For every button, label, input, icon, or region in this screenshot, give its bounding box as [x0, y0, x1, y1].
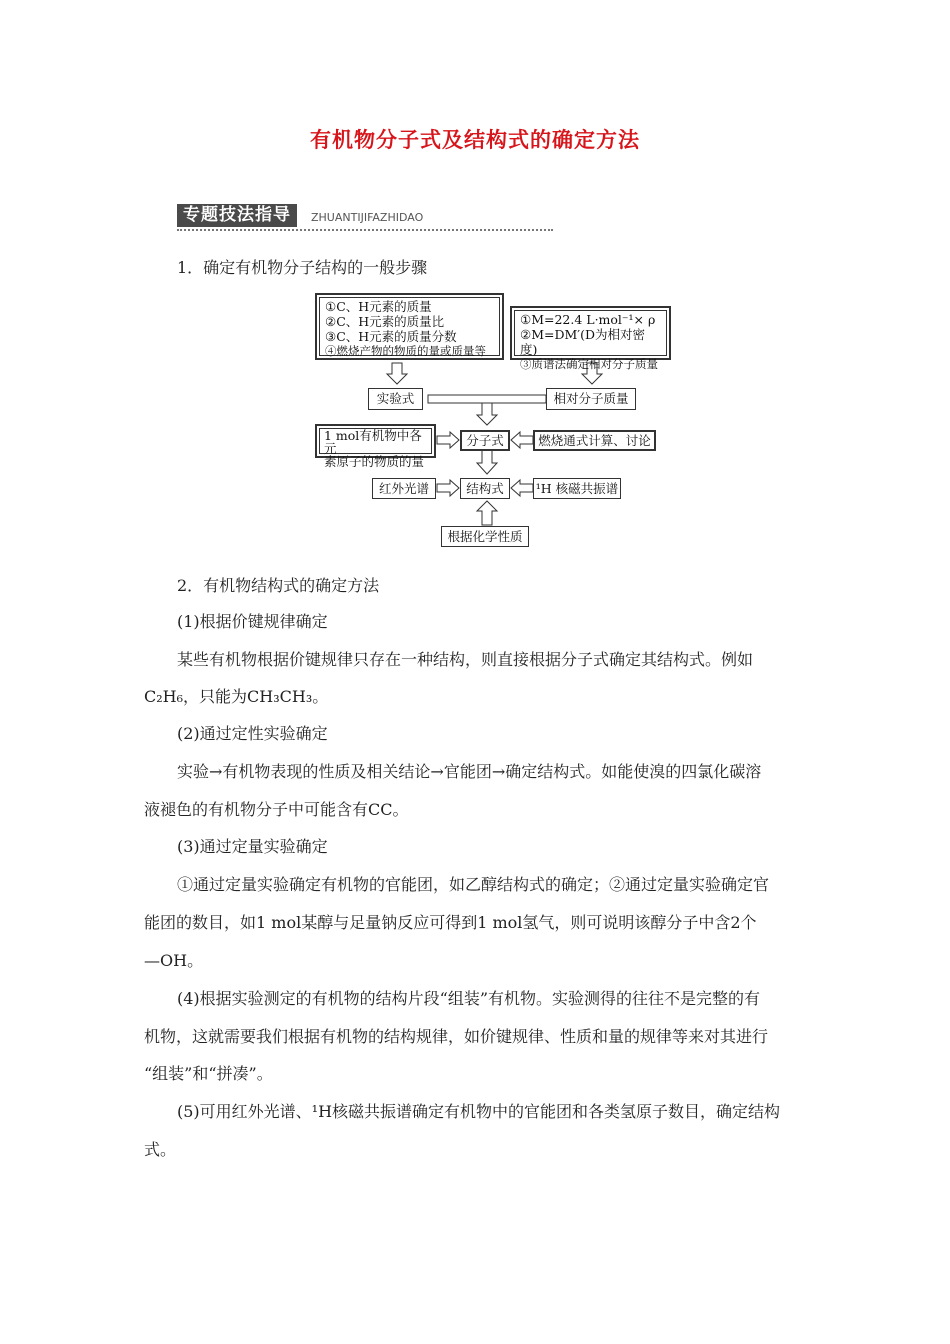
molar-line-2: ②M=DM′(D为相对密度) [520, 327, 646, 357]
method-2-text-2: 液褪色的有机物分子中可能含有CC。 [144, 800, 409, 819]
structural-formula-box: 结构式 [460, 478, 510, 499]
method-3-text-2: 能团的数目，如1 mol某醇与足量钠反应可得到1 mol氢气，则可说明该醇分子中含2个 [144, 913, 757, 932]
one-mol-box [315, 424, 436, 469]
molecular-formula-box: 分子式 [460, 430, 510, 451]
method-3-heading: (3)通过定量实验确定 [177, 837, 328, 856]
method-1-text-2: C₂H₆，只能为CH₃CH₃。 [144, 687, 329, 706]
arrow-right-to-structural-formula [437, 480, 459, 496]
relative-mass-box: 相对分子质量 [546, 388, 636, 410]
one-mol-line-2: 素原子的物质的量 [324, 454, 425, 469]
method-4-text-1: (4)根据实验测定的有机物的结构片段“组装”有机物。实验测得的往往不是完整的有 [177, 989, 761, 1008]
mass-info-box [315, 293, 504, 360]
chemical-properties-box: 根据化学性质 [441, 526, 529, 547]
arrow-down-to-experimental-formula [387, 363, 407, 384]
molar-line-1: ①M=22.4 L·mol⁻¹× ρ [520, 312, 656, 327]
mass-line-2: ②C、H元素的质量比 [325, 314, 445, 329]
method-4-text-2: 机物，这就需要我们根据有机物的结构规律，如价键规律、性质和量的规律等来对其进行 [144, 1027, 769, 1046]
one-mol-line-1: 1 mol有机物中各元 [324, 428, 422, 456]
arrow-down-to-structural-formula [477, 450, 497, 474]
method-2-text-1: 实验→有机物表现的性质及相关结论→官能团→确定结构式。如能使溴的四氯化碳溶 [177, 762, 762, 781]
nmr-box: ¹H 核磁共振谱 [533, 478, 621, 499]
method-4-text-3: “组装”和“拼凑”。 [144, 1064, 273, 1083]
arrow-right-to-molecular-formula [437, 432, 459, 448]
method-5-text-1: (5)可用红外光谱、¹H核磁共振谱确定有机物中的官能团和各类氢原子数目，确定结构 [177, 1102, 781, 1121]
method-2-heading: (2)通过定性实验确定 [177, 724, 328, 743]
method-1-text-1: 某些有机物根据价键规律只存在一种结构，则直接根据分子式确定其结构式。例如 [177, 650, 754, 669]
method-5-text-2: 式。 [144, 1140, 177, 1159]
arrow-down-to-molecular-formula [477, 403, 497, 425]
infrared-box: 红外光谱 [372, 478, 436, 499]
diagram-arrows [0, 0, 950, 560]
banner-subtitle: ZHUANTIJIFAZHIDAO [311, 211, 424, 224]
mass-line-1: ①C、H元素的质量 [325, 299, 432, 314]
section1-heading: 1．确定有机物分子结构的一般步骤 [177, 258, 428, 277]
mass-line-4: ④燃烧产物的物质的量或质量等 [325, 344, 486, 358]
arrow-left-to-structural-formula [511, 480, 533, 496]
section2-heading: 2．有机物结构式的确定方法 [177, 576, 380, 595]
molar-mass-box [510, 306, 671, 371]
arrow-left-to-molecular-formula [511, 432, 533, 448]
mass-line-3: ③C、H元素的质量分数 [325, 329, 457, 344]
method-3-text-1: ①通过定量实验确定有机物的官能团，如乙醇结构式的确定；②通过定量实验确定官 [177, 875, 770, 894]
arrow-up-to-structural-formula [477, 501, 497, 525]
combustion-box: 燃烧通式计算、讨论 [533, 430, 656, 451]
molar-line-3: ③质谱法确定相对分子质量 [520, 357, 658, 371]
method-3-text-3: —OH。 [144, 951, 204, 970]
method-1-heading: (1)根据价键规律确定 [177, 612, 328, 631]
banner-label: 专题技法指导 [177, 204, 297, 227]
connector-bar [428, 395, 546, 403]
page-title: 有机物分子式及结构式的确定方法 [310, 128, 640, 152]
experimental-formula-box: 实验式 [368, 388, 423, 410]
